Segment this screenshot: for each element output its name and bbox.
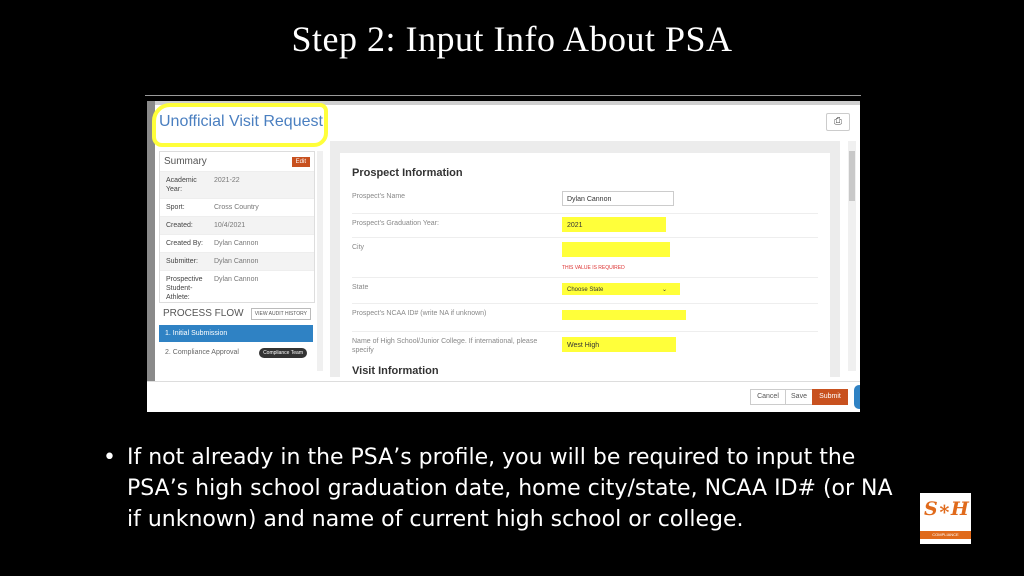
field-label: Prospect's NCAA ID# (write NA if unknown) — [352, 310, 487, 317]
process-step-label: 2. Compliance Approval — [165, 349, 239, 356]
summary-row: Prospective Student-Athlete: Dylan Cannon — [160, 270, 314, 306]
form-card — [340, 153, 830, 377]
state-select-value: Choose State — [567, 287, 604, 293]
page-title: Unofficial Visit Request — [159, 113, 323, 130]
summary-heading: Summary — [164, 156, 207, 167]
field-label: Prospect's Name — [352, 193, 406, 200]
cancel-button[interactable]: Cancel — [750, 389, 786, 405]
edit-button[interactable]: Edit — [292, 157, 310, 167]
field-label: Name of High School/Junior College. If international, please specify — [352, 338, 538, 354]
process-step-compliance-approval[interactable] — [159, 342, 313, 363]
field-row-high-school — [352, 331, 818, 362]
field-row-city — [352, 237, 818, 278]
help-widget-tab[interactable] — [854, 385, 860, 409]
field-label: City — [352, 244, 365, 251]
app-screenshot — [147, 101, 860, 412]
state-select[interactable] — [562, 283, 680, 295]
required-error-message: THIS VALUE IS REQUIRED — [562, 265, 625, 271]
view-audit-history-button[interactable]: VIEW AUDIT HISTORY — [251, 308, 311, 320]
chevron-down-icon: ⌄ — [661, 287, 667, 293]
summary-row: Sport: Cross Country — [160, 198, 314, 216]
compliance-team-badge: Compliance Team — [259, 348, 307, 358]
summary-row: Academic Year: 2021-22 — [160, 171, 314, 198]
save-button[interactable]: Save — [785, 389, 813, 405]
summary-row: Created: 10/4/2021 — [160, 216, 314, 234]
summary-row: Submitter: Dylan Cannon — [160, 252, 314, 270]
ncaa-id-input[interactable] — [562, 310, 686, 320]
field-row-graduation — [352, 213, 818, 238]
form-scrollbar-thumb[interactable] — [849, 151, 855, 201]
visit-information-heading: Visit Information — [352, 365, 439, 377]
field-row-state — [352, 277, 818, 304]
summary-panel — [159, 151, 315, 303]
process-step-initial-submission[interactable]: 1. Initial Submission — [159, 325, 313, 342]
process-flow-panel — [159, 305, 313, 375]
field-label: State — [352, 284, 369, 291]
bullet-text: If not already in the PSA’s profile, you will be required to input the PSA’s high school graduation date, home city/state, NCAA ID# (or NA if unknown) and name of current high school or college. — [127, 445, 893, 532]
field-row-ncaa-id — [352, 303, 818, 332]
logo-band: COMPLIANCE — [920, 531, 971, 539]
slide-title: Step 2: Input Info About PSA — [291, 19, 733, 59]
field-row-name — [352, 187, 818, 213]
shsu-compliance-logo — [920, 493, 971, 544]
left-panel-scrollbar[interactable] — [317, 151, 323, 371]
logo-mark: S∗H — [924, 498, 969, 520]
process-flow-heading: PROCESS FLOW — [163, 308, 244, 319]
printer-icon: ⎙ — [834, 116, 842, 127]
form-footer — [147, 381, 860, 412]
prospect-information-heading: Prospect Information — [352, 167, 463, 179]
field-label: Prospect's Graduation Year: — [352, 220, 439, 227]
print-button[interactable] — [826, 113, 850, 131]
summary-row: Created By: Dylan Cannon — [160, 234, 314, 252]
form-area — [330, 141, 840, 377]
title-divider — [145, 95, 861, 96]
submit-button[interactable]: Submit — [812, 389, 848, 405]
slide-bullet — [103, 442, 903, 535]
graduation-year-input[interactable]: 2021 — [562, 217, 666, 232]
title-highlight-annotation — [152, 103, 328, 147]
city-input[interactable] — [562, 242, 670, 257]
window-left-edge — [147, 101, 155, 412]
high-school-input[interactable]: West High — [562, 337, 676, 352]
bullet-icon: • — [103, 445, 116, 470]
prospect-name-input[interactable]: Dylan Cannon — [562, 191, 674, 206]
